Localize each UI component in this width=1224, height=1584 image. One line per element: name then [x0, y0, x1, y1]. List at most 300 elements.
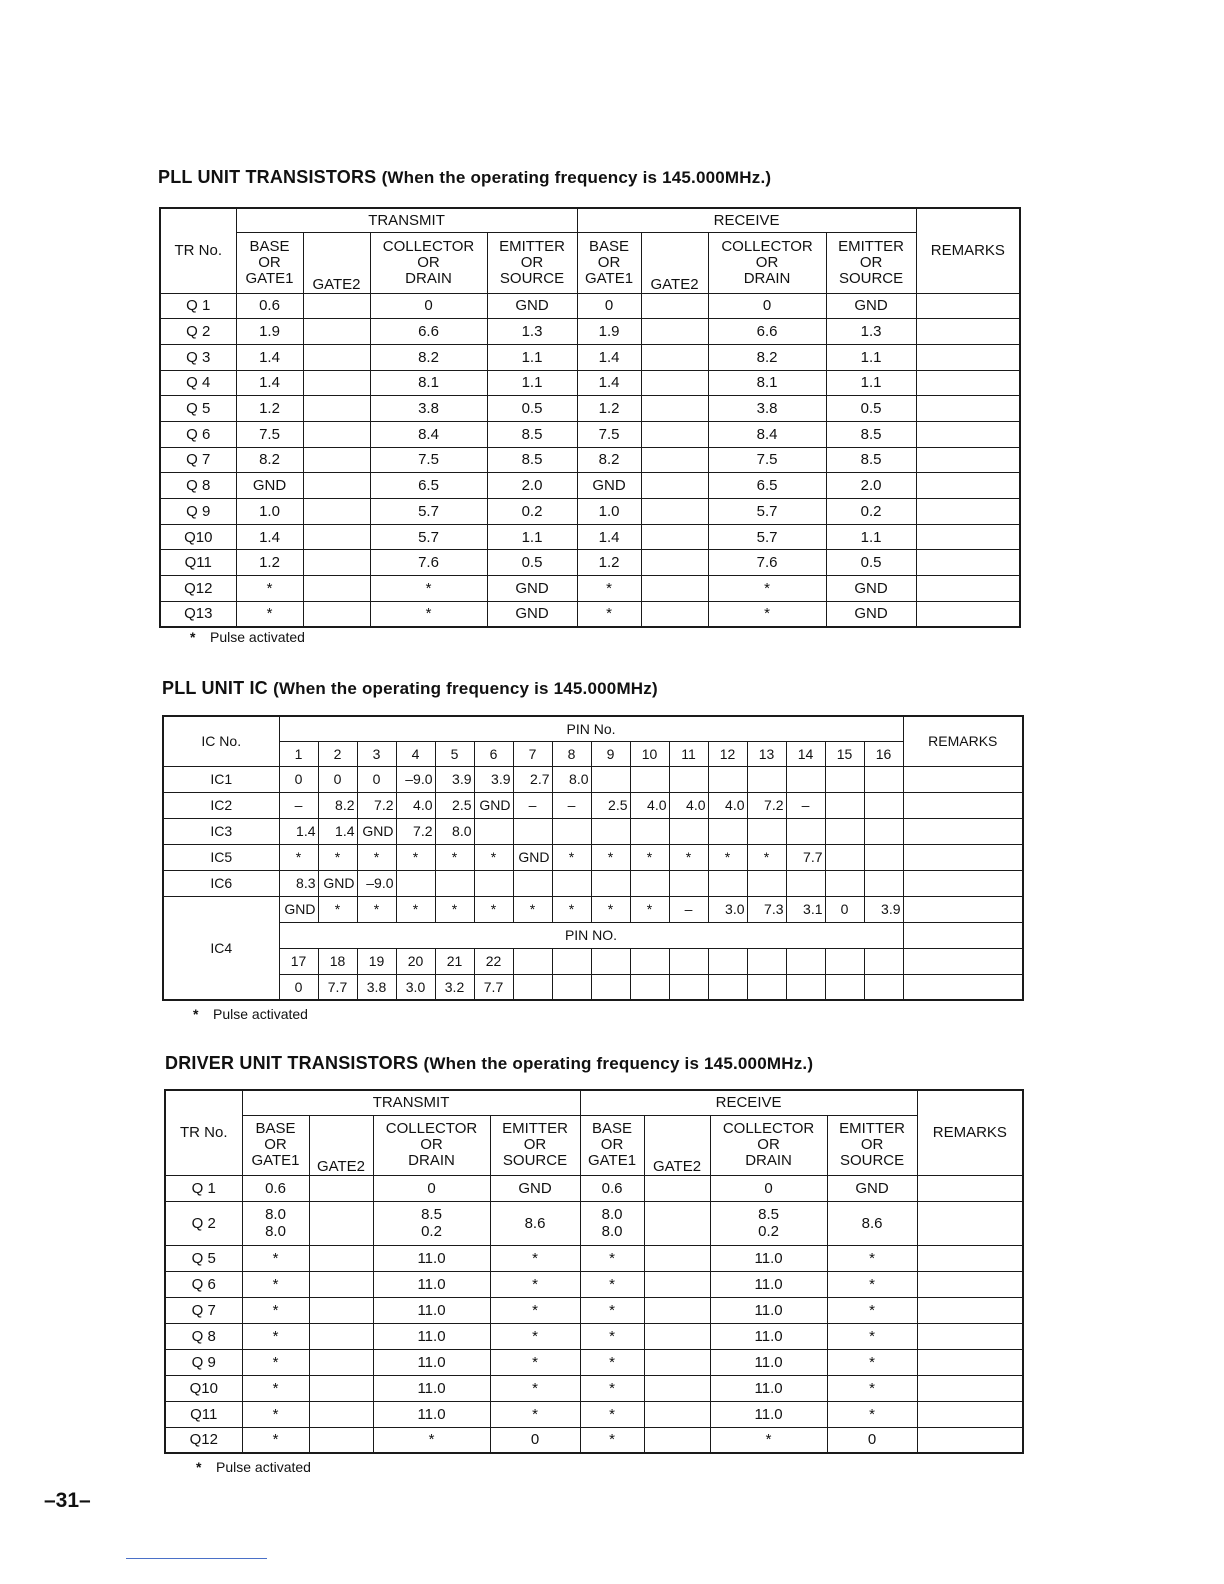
transmit-emitter-value: 0 — [490, 1427, 580, 1453]
remarks-value — [916, 473, 1020, 499]
receive-gate2-value — [644, 1201, 710, 1245]
transmit-collector-value: * — [370, 576, 487, 602]
pin-voltage: GND — [357, 818, 396, 844]
tr-number: Q 8 — [160, 473, 236, 499]
pin-voltage: GND — [318, 870, 357, 896]
pin-voltage — [552, 870, 591, 896]
header-row-group — [160, 208, 1020, 232]
receive-collector-value: 7.6 — [708, 550, 826, 576]
pin-voltage: 8.2 — [318, 792, 357, 818]
pin-number: 10 — [630, 741, 669, 766]
transmit-gate2-value — [303, 524, 370, 550]
receive-emitter-value: GND — [826, 576, 916, 602]
pin-voltage — [825, 870, 864, 896]
ic-remarks-value — [903, 766, 1023, 792]
receive-gate2-value — [641, 293, 708, 319]
transmit-gate2-value — [303, 601, 370, 627]
gate2-header: GATE2 — [309, 1115, 373, 1175]
transmit-base-value: * — [242, 1375, 309, 1401]
pin-voltage — [591, 974, 630, 1000]
pin-voltage — [552, 974, 591, 1000]
remarks-value — [916, 576, 1020, 602]
receive-collector-value: 6.5 — [708, 473, 826, 499]
tr-number: Q11 — [160, 550, 236, 576]
tr-number: Q 5 — [160, 396, 236, 422]
receive-emitter-value: 0.5 — [826, 550, 916, 576]
transmit-gate2-value — [303, 396, 370, 422]
pin-voltage: 0 — [825, 896, 864, 922]
tr-number: Q10 — [165, 1375, 242, 1401]
receive-collector-value: 11.0 — [710, 1349, 827, 1375]
pin-voltage: GND — [474, 792, 513, 818]
ic-remarks-value — [903, 870, 1023, 896]
emitter-source-header: EMITTER OR SOURCE — [490, 1115, 580, 1175]
transmit-gate2-value — [303, 293, 370, 319]
receive-base-value: GND — [577, 473, 641, 499]
pin-voltage: – — [513, 792, 552, 818]
pin-voltage: 8.0 — [552, 766, 591, 792]
pin-number: 16 — [864, 741, 903, 766]
tr-number: Q 3 — [160, 344, 236, 370]
transmit-base-value: 1.2 — [236, 550, 303, 576]
base-gate1-header: BASE OR GATE1 — [577, 232, 641, 293]
transmit-emitter-value: GND — [487, 576, 577, 602]
receive-emitter-value: * — [827, 1323, 917, 1349]
pin-voltage — [669, 870, 708, 896]
pin-number — [669, 948, 708, 974]
receive-gate2-value — [641, 447, 708, 473]
receive-emitter-value: 0.5 — [826, 396, 916, 422]
pin-voltage: GND — [513, 844, 552, 870]
pin-voltage: 2.5 — [591, 792, 630, 818]
remarks-value — [916, 396, 1020, 422]
transmit-base-value: * — [242, 1297, 309, 1323]
receive-gate2-value — [641, 396, 708, 422]
pin-voltage: * — [630, 844, 669, 870]
receive-gate2-value — [641, 601, 708, 627]
pin-voltage — [513, 870, 552, 896]
transmit-gate2-value — [303, 370, 370, 396]
pin-voltage — [747, 974, 786, 1000]
pin-number — [747, 948, 786, 974]
ic-number: IC3 — [163, 818, 279, 844]
table-row — [165, 1401, 1023, 1427]
receive-emitter-value: 0.2 — [826, 499, 916, 525]
receive-collector-value: 5.7 — [708, 499, 826, 525]
receive-header: RECEIVE — [580, 1090, 917, 1115]
tr-number: Q10 — [160, 524, 236, 550]
pin-voltage: 0 — [279, 974, 318, 1000]
ic-remarks-value — [903, 818, 1023, 844]
pll-ic-title-text: PLL UNIT IC — [162, 678, 268, 698]
table-row — [165, 1201, 1023, 1245]
pin-voltage: 7.3 — [747, 896, 786, 922]
transmit-emitter-value: 0.2 — [487, 499, 577, 525]
emitter-source-header: EMITTER OR SOURCE — [487, 232, 577, 293]
pin-voltage: 2.7 — [513, 766, 552, 792]
pin-voltage: * — [396, 844, 435, 870]
pin-voltage — [630, 818, 669, 844]
receive-base-value: 1.2 — [577, 396, 641, 422]
base-gate1-header: BASE OR GATE1 — [580, 1115, 644, 1175]
transmit-collector-value: 0 — [373, 1175, 490, 1201]
header-row-columns — [160, 232, 1020, 293]
remarks-header: REMARKS — [917, 1090, 1023, 1175]
transmit-base-value: 1.9 — [236, 319, 303, 345]
transmit-collector-value: 6.6 — [370, 319, 487, 345]
table-row — [160, 473, 1020, 499]
tr-number: Q 7 — [165, 1297, 242, 1323]
pin-voltage: * — [474, 896, 513, 922]
pin-voltage: 4.0 — [708, 792, 747, 818]
remarks-value — [916, 447, 1020, 473]
pin-voltage — [474, 818, 513, 844]
receive-emitter-value: 2.0 — [826, 473, 916, 499]
table-row — [160, 396, 1020, 422]
receive-emitter-value: GND — [827, 1175, 917, 1201]
pin-voltage: 3.0 — [396, 974, 435, 1000]
remarks-value — [917, 1245, 1023, 1271]
receive-base-value: * — [580, 1297, 644, 1323]
header-row-group — [165, 1090, 1023, 1115]
pin-voltage: 7.7 — [474, 974, 513, 1000]
receive-collector-value: * — [708, 601, 826, 627]
receive-base-value: 1.4 — [577, 524, 641, 550]
transmit-gate2-value — [309, 1175, 373, 1201]
pll-ic-footnote — [193, 1006, 308, 1022]
pin-voltage — [825, 766, 864, 792]
pin-number — [825, 948, 864, 974]
tr-number: Q 4 — [160, 370, 236, 396]
transmit-base-value: 8.2 — [236, 447, 303, 473]
tr-no-header: TR No. — [165, 1090, 242, 1175]
transmit-emitter-value: * — [490, 1271, 580, 1297]
transmit-gate2-value — [303, 499, 370, 525]
pin-voltage: * — [513, 896, 552, 922]
collector-drain-header: COLLECTOR OR DRAIN — [373, 1115, 490, 1175]
transmit-emitter-value: 1.1 — [487, 524, 577, 550]
tr-number: Q 2 — [165, 1201, 242, 1245]
pin-voltage: 7.2 — [357, 792, 396, 818]
tr-number: Q 1 — [160, 293, 236, 319]
pin-number — [864, 948, 903, 974]
receive-base-value: * — [580, 1427, 644, 1453]
transmit-emitter-value: 8.5 — [487, 447, 577, 473]
pin-number — [708, 948, 747, 974]
receive-gate2-value — [641, 370, 708, 396]
pin-voltage: 0 — [357, 766, 396, 792]
pin-voltage: * — [318, 896, 357, 922]
footnote-text: Pulse activated — [210, 629, 305, 645]
receive-base-value: * — [580, 1271, 644, 1297]
pin-number: 18 — [318, 948, 357, 974]
remarks-value — [917, 1349, 1023, 1375]
receive-collector-value: 0 — [708, 293, 826, 319]
pin-voltage: * — [279, 844, 318, 870]
pin-number — [552, 948, 591, 974]
receive-collector-value: 0 — [710, 1175, 827, 1201]
pin-voltage — [708, 974, 747, 1000]
pin-number: 6 — [474, 741, 513, 766]
pll-transistors-footnote — [190, 629, 305, 645]
pin-voltage: * — [591, 896, 630, 922]
remarks-value — [916, 344, 1020, 370]
pin-voltage — [747, 870, 786, 896]
footnote-text: Pulse activated — [216, 1459, 311, 1475]
remarks-value — [916, 293, 1020, 319]
receive-collector-value: 11.0 — [710, 1297, 827, 1323]
scan-artifact-line — [126, 1558, 267, 1559]
table-row — [165, 1375, 1023, 1401]
transmit-base-value: 1.0 — [236, 499, 303, 525]
transmit-emitter-value: 1.1 — [487, 344, 577, 370]
remarks-value — [916, 550, 1020, 576]
pin-voltage: 3.8 — [357, 974, 396, 1000]
ic-row — [163, 792, 1023, 818]
receive-emitter-value: 1.1 — [826, 344, 916, 370]
pin-number — [591, 948, 630, 974]
pin-voltage — [474, 870, 513, 896]
pin-voltage — [630, 974, 669, 1000]
transmit-base-value: * — [242, 1271, 309, 1297]
pin-voltage: * — [669, 844, 708, 870]
pin-voltage: * — [708, 844, 747, 870]
pin-voltage — [786, 818, 825, 844]
tr-number: Q11 — [165, 1401, 242, 1427]
transmit-emitter-value: 1.3 — [487, 319, 577, 345]
transmit-collector-value: 11.0 — [373, 1245, 490, 1271]
tr-number: Q 1 — [165, 1175, 242, 1201]
pin-voltage — [669, 818, 708, 844]
transmit-gate2-value — [303, 421, 370, 447]
pin-voltage: 7.7 — [786, 844, 825, 870]
transmit-gate2-value — [309, 1245, 373, 1271]
pin-voltage — [747, 766, 786, 792]
receive-gate2-value — [641, 550, 708, 576]
receive-emitter-value: GND — [826, 601, 916, 627]
receive-collector-value: 11.0 — [710, 1245, 827, 1271]
transmit-gate2-value — [309, 1323, 373, 1349]
pin-voltage — [630, 766, 669, 792]
pin-voltage: 3.9 — [435, 766, 474, 792]
transmit-base-value: * — [242, 1323, 309, 1349]
receive-collector-value: 8.4 — [708, 421, 826, 447]
receive-gate2-value — [644, 1271, 710, 1297]
pin-voltage: * — [747, 844, 786, 870]
pin-no-subheader: PIN NO. — [279, 922, 903, 948]
transmit-emitter-value: * — [490, 1401, 580, 1427]
pin-voltage: 8.3 — [279, 870, 318, 896]
transmit-collector-value: 3.8 — [370, 396, 487, 422]
tr-no-header: TR No. — [160, 208, 236, 293]
table-row — [165, 1245, 1023, 1271]
table-row — [160, 576, 1020, 602]
remarks-header: REMARKS — [916, 208, 1020, 293]
receive-collector-value: 5.7 — [708, 524, 826, 550]
transmit-header: TRANSMIT — [236, 208, 577, 232]
receive-gate2-value — [644, 1349, 710, 1375]
receive-collector-value: * — [708, 576, 826, 602]
pin-voltage: * — [630, 896, 669, 922]
transmit-collector-value: 5.7 — [370, 524, 487, 550]
pin-voltage: 7.2 — [747, 792, 786, 818]
remarks-value — [917, 1427, 1023, 1453]
transmit-collector-value: 8.4 — [370, 421, 487, 447]
ic-remarks-header: REMARKS — [903, 716, 1023, 766]
receive-collector-value: 11.0 — [710, 1375, 827, 1401]
receive-emitter-value: 1.1 — [826, 524, 916, 550]
ic-remarks-value — [903, 844, 1023, 870]
pll-ic-table — [162, 715, 1024, 1001]
transmit-collector-value: * — [370, 601, 487, 627]
ic-remarks-value — [903, 792, 1023, 818]
ic-remarks-value — [903, 974, 1023, 1000]
driver-transistors-footnote — [196, 1459, 311, 1475]
pin-voltage: – — [552, 792, 591, 818]
pin-voltage: * — [591, 844, 630, 870]
pin-voltage: – — [669, 896, 708, 922]
pin-number: 9 — [591, 741, 630, 766]
pin-number-row-2 — [163, 948, 1023, 974]
pin-voltage — [591, 870, 630, 896]
transmit-base-value: 1.4 — [236, 370, 303, 396]
pin-voltage — [630, 870, 669, 896]
pin-number: 20 — [396, 948, 435, 974]
tr-number: Q 2 — [160, 319, 236, 345]
ic-row — [163, 896, 1023, 922]
receive-collector-value: 8.2 — [708, 344, 826, 370]
receive-gate2-value — [644, 1245, 710, 1271]
footnote-mark: * — [190, 629, 196, 645]
transmit-collector-value: 11.0 — [373, 1271, 490, 1297]
remarks-value — [917, 1323, 1023, 1349]
tr-number: Q13 — [160, 601, 236, 627]
pin-voltage — [591, 766, 630, 792]
remarks-value — [916, 421, 1020, 447]
table-row — [165, 1427, 1023, 1453]
pin-voltage — [786, 974, 825, 1000]
pin-voltage — [552, 818, 591, 844]
pin-voltage — [708, 818, 747, 844]
ic-row — [163, 818, 1023, 844]
receive-emitter-value: 0 — [827, 1427, 917, 1453]
transmit-emitter-value: * — [490, 1245, 580, 1271]
pin-voltage — [513, 818, 552, 844]
receive-base-value: 1.4 — [577, 370, 641, 396]
receive-header: RECEIVE — [577, 208, 916, 232]
ic-remarks-value — [903, 896, 1023, 922]
driver-transistors-table — [164, 1089, 1024, 1454]
pin-voltage — [786, 766, 825, 792]
receive-base-value: 1.0 — [577, 499, 641, 525]
ic-number: IC5 — [163, 844, 279, 870]
receive-base-value: * — [580, 1375, 644, 1401]
table-row — [165, 1323, 1023, 1349]
ic-row — [163, 870, 1023, 896]
pin-number: 12 — [708, 741, 747, 766]
pin-voltage: * — [552, 896, 591, 922]
transmit-gate2-value — [309, 1375, 373, 1401]
pll-transistors-title-text: PLL UNIT TRANSISTORS — [158, 167, 377, 187]
transmit-collector-value: 11.0 — [373, 1349, 490, 1375]
transmit-emitter-value: GND — [487, 601, 577, 627]
pin-voltage: * — [435, 896, 474, 922]
transmit-emitter-value: 0.5 — [487, 550, 577, 576]
transmit-collector-value: 11.0 — [373, 1375, 490, 1401]
pin-voltage — [747, 818, 786, 844]
transmit-base-value: 7.5 — [236, 421, 303, 447]
table-row — [160, 293, 1020, 319]
base-gate1-header: BASE OR GATE1 — [242, 1115, 309, 1175]
receive-base-value: 8.0 8.0 — [580, 1201, 644, 1245]
tr-number: Q12 — [160, 576, 236, 602]
receive-gate2-value — [641, 473, 708, 499]
receive-base-value: 0 — [577, 293, 641, 319]
pll-transistors-condition: (When the operating frequency is 145.000MHz.) — [381, 168, 772, 187]
pin-number: 4 — [396, 741, 435, 766]
pin-voltage: 0 — [279, 766, 318, 792]
receive-base-value: 7.5 — [577, 421, 641, 447]
emitter-source-header: EMITTER OR SOURCE — [827, 1115, 917, 1175]
pin-voltage: * — [357, 896, 396, 922]
pin-voltage: * — [318, 844, 357, 870]
transmit-base-value: 8.0 8.0 — [242, 1201, 309, 1245]
pin-voltage: * — [435, 844, 474, 870]
pin-number: 5 — [435, 741, 474, 766]
pll-ic-condition: (When the operating frequency is 145.000MHz) — [273, 679, 658, 698]
receive-gate2-value — [641, 421, 708, 447]
receive-collector-value: 8.1 — [708, 370, 826, 396]
pin-number — [513, 948, 552, 974]
receive-collector-value: 11.0 — [710, 1271, 827, 1297]
transmit-gate2-value — [303, 550, 370, 576]
pin-number: 11 — [669, 741, 708, 766]
pin-voltage: 1.4 — [279, 818, 318, 844]
transmit-emitter-value: * — [490, 1297, 580, 1323]
pin-voltage: * — [357, 844, 396, 870]
ic-number: IC6 — [163, 870, 279, 896]
ic-row — [163, 844, 1023, 870]
receive-gate2-value — [641, 344, 708, 370]
header-row-columns — [165, 1115, 1023, 1175]
pin-voltage: 4.0 — [669, 792, 708, 818]
pll-transistors-table — [159, 207, 1021, 628]
remarks-value — [917, 1401, 1023, 1427]
receive-base-value: * — [577, 576, 641, 602]
transmit-gate2-value — [309, 1271, 373, 1297]
remarks-value — [916, 524, 1020, 550]
pin-voltage: 0 — [318, 766, 357, 792]
pin-number: 13 — [747, 741, 786, 766]
remarks-value — [917, 1201, 1023, 1245]
pin-number: 19 — [357, 948, 396, 974]
transmit-base-value: 1.2 — [236, 396, 303, 422]
transmit-emitter-value: * — [490, 1375, 580, 1401]
receive-gate2-value — [641, 524, 708, 550]
receive-emitter-value: * — [827, 1375, 917, 1401]
pin-number — [786, 948, 825, 974]
table-row — [165, 1271, 1023, 1297]
ic-header-row — [163, 716, 1023, 741]
transmit-emitter-value: * — [490, 1349, 580, 1375]
pin-voltage — [864, 792, 903, 818]
receive-collector-value: 3.8 — [708, 396, 826, 422]
receive-gate2-value — [641, 499, 708, 525]
tr-number: Q 6 — [160, 421, 236, 447]
transmit-collector-value: 7.6 — [370, 550, 487, 576]
remarks-value — [916, 499, 1020, 525]
transmit-gate2-value — [303, 576, 370, 602]
